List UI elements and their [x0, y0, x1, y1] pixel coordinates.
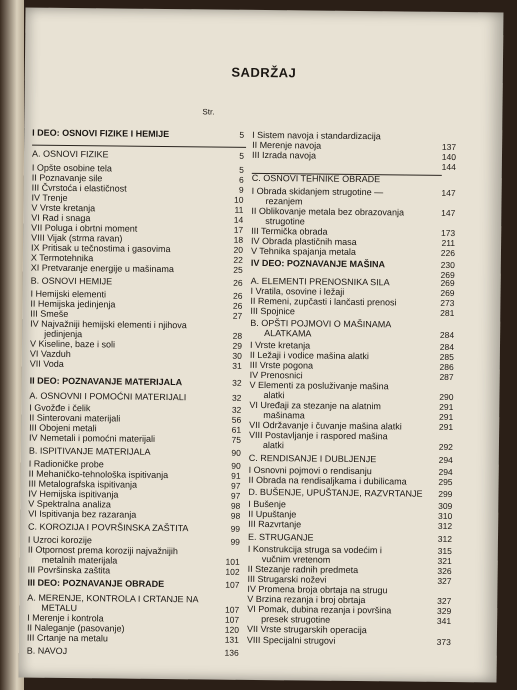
- page-number: 107: [224, 604, 240, 615]
- section-heading: D. BUŠENJE, UPUŠTANJE, RAZVRTANJE: [248, 486, 423, 499]
- toc-entry: I Obrada skidanjem strugotine —: [251, 185, 384, 198]
- page-number: 9: [238, 184, 244, 195]
- divider: [32, 145, 246, 148]
- section-heading: B. OPŠTI POJMOVI O MAŠINAMA: [250, 317, 392, 330]
- toc-entry: VI Uređaji za stezanje na alatnim: [249, 399, 381, 412]
- toc-entry: I Merenje i kontrola: [27, 612, 104, 624]
- toc-entry: V Brzina rezanja i broj obrtaja: [247, 593, 366, 606]
- toc-entry: alatki: [263, 390, 285, 401]
- toc-entry: III Smeše: [30, 308, 69, 319]
- page-number: 326: [437, 565, 452, 577]
- page-number: 26: [232, 290, 243, 301]
- page-number: 299: [438, 488, 453, 500]
- page-number: 136: [224, 647, 239, 658]
- toc-entry: IV Najvažniji hemijski elementi i njihova: [30, 318, 187, 331]
- toc-entry: II Naleganje (pasovanje): [26, 622, 125, 634]
- page-number: 107: [224, 614, 240, 625]
- toc-entry: ALATKAMA: [264, 328, 312, 339]
- toc-entry: VI Pomak, dubina rezanja i površina: [247, 603, 392, 616]
- page-number: 137: [441, 141, 457, 153]
- toc-left-column: [26, 8, 248, 658]
- section-heading: A. ELEMENTI PRENOSNIKA SILA: [250, 275, 390, 288]
- page-number: 28: [232, 330, 243, 341]
- toc-entry: VIII Postavljanje i raspored mašina: [249, 429, 388, 442]
- section-heading: A. OSNOVI FIZIKE: [31, 148, 109, 160]
- page-number: 290: [439, 391, 454, 403]
- section-heading: B. NAVOJ: [26, 645, 68, 656]
- page-number: 294: [438, 466, 453, 478]
- page-number: 226: [440, 247, 456, 259]
- toc-entry: VI Ispitivanja bez razaranja: [28, 508, 137, 520]
- toc-entry: I Sistem navoja i standardizacija: [252, 129, 381, 142]
- toc-entry: V Kiseline, baze i soli: [29, 338, 116, 350]
- page-number: 341: [436, 615, 452, 627]
- page-number: 99: [230, 536, 240, 547]
- page-number: 56: [231, 414, 242, 425]
- page-number: 144: [441, 161, 456, 173]
- section-heading: C. KOROZIJA I POVRŠINSKA ZAŠTITA: [28, 521, 189, 534]
- toc-entry: VII Vrste strugarskih operacija: [246, 623, 367, 636]
- toc-entry: VIII Specijalni strugovi: [246, 634, 336, 646]
- page-number: 291: [439, 411, 454, 423]
- toc-entry: I Uzroci korozije: [27, 534, 93, 546]
- toc-entry: II Ležaji i vodice mašina alatki: [249, 349, 370, 362]
- page-number: 99: [230, 523, 241, 534]
- page-number: 11: [234, 204, 244, 215]
- page-number: 284: [439, 341, 455, 353]
- page-number: 120: [224, 624, 240, 635]
- page-number: 312: [437, 520, 453, 532]
- page-number: 315: [437, 545, 452, 557]
- page-number: 131: [224, 634, 239, 645]
- page-number: 32: [231, 392, 242, 403]
- toc-entry: X Termotehnika: [30, 252, 94, 264]
- page-number: 312: [437, 533, 453, 545]
- page-number: 321: [437, 555, 452, 567]
- page-number: 147: [441, 187, 456, 199]
- toc-entry: I Osnovni pojmovi o rendisanju: [248, 464, 372, 477]
- toc-entry: IX Pritisak u tečnostima i gasovima: [30, 242, 171, 255]
- section-heading: C. OSNOVI TEHNIKE OBRADE: [251, 172, 381, 185]
- page-number: 286: [439, 361, 454, 373]
- toc-entry: jedinjenja: [44, 328, 83, 340]
- toc-entry: V Elementi za posluživanje mašina: [249, 379, 389, 392]
- page-number: 269: [440, 277, 455, 289]
- toc-entry: III Obojeni metali: [29, 422, 97, 434]
- page-number: 373: [436, 636, 451, 648]
- toc-entry: VII Voda: [29, 358, 64, 369]
- page-number: 173: [440, 227, 456, 239]
- part-heading: III DEO: POZNAVANJE OBRADE: [27, 577, 165, 589]
- toc-entry: II Obrada na rendisaljkama i dubilicama: [248, 474, 407, 487]
- toc-entry: II Oblikovanje metala bez obrazovanja: [251, 205, 405, 218]
- toc-entry: XI Pretvaranje energije u mašinama: [30, 262, 174, 275]
- page-number: 5: [239, 150, 245, 161]
- toc-entry: metalnih materijala: [41, 554, 118, 566]
- section-heading: E. STRUGANJE: [247, 531, 314, 543]
- toc-entry: III Strugarski noževi: [247, 573, 327, 585]
- toc-entry: III Čvrstoća i elastičnost: [31, 182, 127, 194]
- section-heading: B. ISPITIVANJE MATERIJALA: [28, 445, 151, 457]
- page-number: 273: [440, 297, 455, 309]
- page-number: 97: [231, 480, 241, 491]
- page-number: 287: [439, 371, 454, 383]
- toc-entry: I Radioničke probe: [28, 458, 104, 470]
- page-number: 284: [439, 329, 455, 341]
- toc-entry: IV Nemetali i pomoćni materijali: [28, 432, 156, 444]
- page-number: 230: [440, 259, 455, 271]
- toc-entry: alatki: [262, 440, 285, 451]
- toc-entry: II Hemijska jedinjenja: [30, 298, 116, 310]
- page-number: 101: [225, 556, 240, 567]
- toc-entry: V Vrste kretanja: [31, 202, 96, 214]
- page-number: 31: [232, 360, 242, 371]
- page-number: 20: [233, 244, 244, 255]
- page-number: 98: [230, 510, 241, 521]
- toc-entry: III Termička obrada: [251, 225, 328, 237]
- page-number: 310: [437, 510, 453, 522]
- part-heading: II DEO: POZNAVANJE MATERIJALA: [29, 375, 183, 388]
- toc-entry: I Gvožđe i čelik: [29, 402, 91, 414]
- toc-entry: III Spojnice: [250, 305, 295, 317]
- toc-entry: VII Održavanje i čuvanje mašina alatki: [249, 419, 402, 432]
- page-number: 281: [440, 307, 455, 319]
- page-number: 61: [231, 424, 242, 435]
- toc-entry: II Otpornost prema koroziji najvažnijih: [27, 544, 178, 557]
- page-column-label: Str.: [202, 107, 215, 117]
- toc-entry: I Opšte osobine tela: [31, 162, 112, 174]
- page-number: 18: [233, 234, 244, 245]
- toc-entry: I Vrste kretanja: [249, 339, 311, 351]
- toc-entry: II Sinterovani materijali: [29, 412, 121, 424]
- section-heading: C. RENDISANJE I DUBLJENJE: [248, 452, 377, 465]
- toc-entry: IV Obrada plastičnih masa: [251, 235, 357, 247]
- page-number: 75: [231, 434, 242, 445]
- page-number: 102: [225, 566, 240, 577]
- toc-entry: VI Rad i snaga: [31, 212, 91, 224]
- toc-entry: I Bušenje: [248, 498, 286, 510]
- book-page: [19, 8, 504, 683]
- toc-entry: III Vrste pogona: [249, 359, 314, 371]
- toc-entry: rezanjem: [265, 196, 303, 207]
- toc-entry: II Mehaničko-tehnološka ispitivanja: [28, 468, 169, 481]
- toc-entry: III Crtanje na metalu: [26, 632, 109, 644]
- toc-entry: VII Poluga i obrtni moment: [31, 222, 138, 234]
- page-number: 14: [233, 214, 244, 225]
- toc-entry: IV Trenje: [31, 192, 68, 203]
- toc-entry: III Izrada navoja: [251, 149, 317, 161]
- page-number: 22: [233, 254, 243, 265]
- page-number: 30: [232, 350, 242, 361]
- page-number: 140: [441, 151, 457, 163]
- part-heading: I DEO: OSNOVI FIZIKE I HEMIJE: [32, 127, 170, 140]
- page-number: 211: [441, 237, 456, 249]
- page-number: 309: [438, 500, 453, 512]
- toc-entry: VIII Vijak (strma ravan): [31, 232, 123, 244]
- page-number: 269: [440, 287, 455, 299]
- page-number: 294: [438, 454, 453, 466]
- page-number: 26: [233, 277, 243, 288]
- page-number: 90: [231, 460, 241, 471]
- page-number: 98: [230, 500, 241, 511]
- page-number: 269: [440, 269, 455, 281]
- toc-entry: IV Prenosnici: [249, 369, 303, 381]
- page-number: 327: [437, 575, 452, 587]
- toc-entry: II Upuštanje: [248, 508, 297, 520]
- page-title: SADRŽAJ: [231, 64, 297, 81]
- page-number: 147: [441, 207, 456, 219]
- page-number: 292: [438, 441, 453, 453]
- page-number: 107: [225, 579, 240, 590]
- toc-entry: IV Promena broja obrtaja na strugu: [247, 583, 388, 596]
- page-number: 6: [238, 174, 244, 185]
- toc-entry: V Spektralna analiza: [28, 498, 111, 510]
- toc-entry: II Remeni, zupčasti i lančasti prenosi: [250, 295, 397, 308]
- page-number: 90: [231, 447, 241, 458]
- page-number: 26: [232, 300, 243, 311]
- toc-entry: I Vratila, osovine i ležaji: [250, 285, 345, 297]
- toc-entry: II Merenje navoja: [252, 139, 322, 151]
- page-number: 295: [438, 476, 453, 488]
- page-number: 285: [439, 351, 454, 363]
- toc-entry: V Tehnika spajanja metala: [250, 245, 356, 257]
- toc-entry: vučnim vretenom: [261, 554, 331, 565]
- toc-entry: strugotine: [265, 216, 305, 227]
- toc-entry: IV Hemijska ispitivanja: [28, 488, 119, 500]
- toc-entry: I Hemijski elementi: [30, 288, 107, 300]
- page-number: 291: [438, 421, 454, 433]
- section-heading: A. MERENJE, KONTROLA I CRTANJE NA: [27, 592, 199, 605]
- section-heading: B. OSNOVI HEMIJE: [30, 275, 113, 287]
- toc-entry: II Poznavanje sile: [31, 172, 103, 184]
- toc-entry: VI Vazduh: [29, 348, 71, 360]
- page-number: 91: [231, 470, 241, 481]
- page-number: 291: [439, 401, 454, 413]
- page-number: 5: [239, 164, 244, 175]
- page-number: 27: [232, 310, 243, 321]
- toc-entry: III Razvrtanje: [248, 518, 302, 530]
- toc-entry: III Metalografska ispitivanja: [28, 478, 138, 490]
- toc-entry: METALU: [41, 602, 78, 614]
- toc-entry: presek strugotine: [261, 614, 331, 625]
- page-number: 32: [232, 377, 242, 388]
- page-number: 10: [233, 194, 244, 205]
- section-heading: A. OSNOVNI I POMOĆNI MATERIJALI: [29, 390, 187, 403]
- page-number: 25: [233, 264, 243, 275]
- page-number: 17: [233, 224, 244, 235]
- page-number: 329: [436, 605, 452, 617]
- page-number: 327: [437, 595, 452, 607]
- page-number: 29: [232, 340, 243, 351]
- toc-entry: II Stezanje radnih predmeta: [247, 563, 359, 576]
- page-number: 5: [239, 129, 245, 140]
- toc-entry: I Konstrukcija struga sa vodećim i: [247, 543, 382, 556]
- toc-entry: III Površinska zaštita: [27, 564, 111, 576]
- page-number: 97: [230, 490, 241, 501]
- page-number: 32: [231, 404, 242, 415]
- toc-entry: mašinama: [263, 410, 305, 421]
- part-heading: IV DEO: POZNAVANJE MAŠINA: [250, 257, 386, 270]
